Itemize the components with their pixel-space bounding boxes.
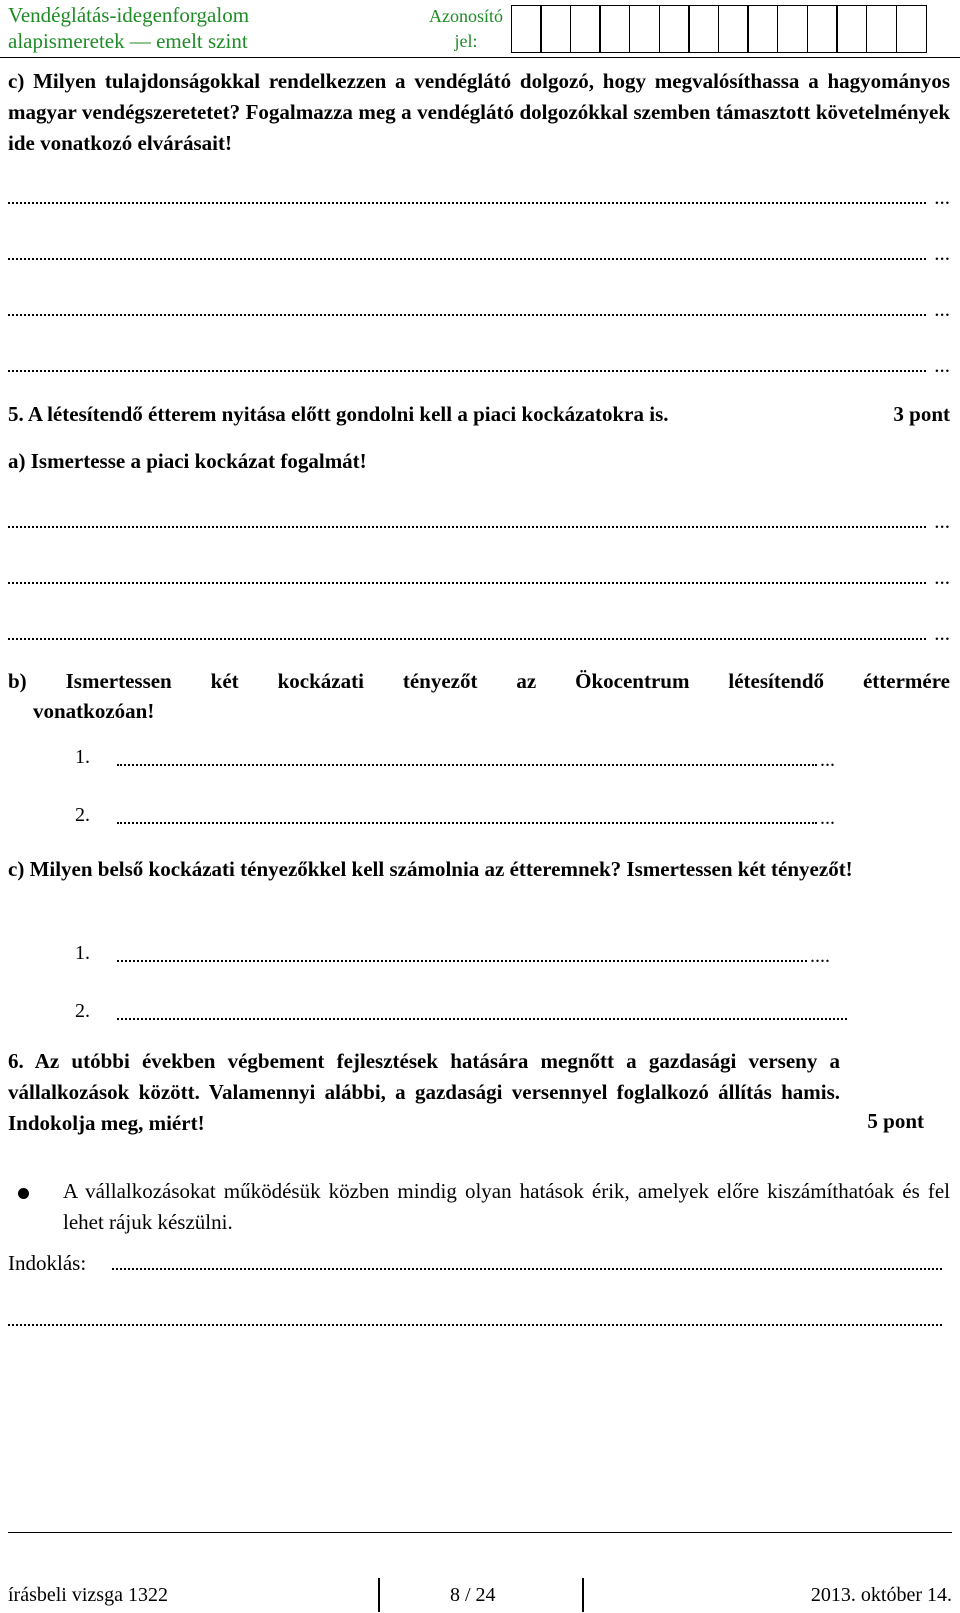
question-6-text: 6. Az utóbbi években végbement fejlesztések hatására megnőtt a gazdasági verseny a vállalkozások között. Valamennyi alábbi, a gazdasági versennyel foglalkozó állítás hamis. Indokolja meg, miért! xyxy=(8,1049,840,1135)
exam-subject-line2: alapismeretek — emelt szint xyxy=(8,29,248,53)
footer-divider xyxy=(8,1532,952,1533)
answer-line[interactable]: ... xyxy=(8,352,950,376)
reason-answer-line[interactable] xyxy=(8,1324,942,1326)
answer-line-b2[interactable]: 2. ... xyxy=(75,804,835,829)
reason-label: Indoklás: xyxy=(8,1251,87,1275)
id-box[interactable] xyxy=(807,5,838,53)
id-box[interactable] xyxy=(747,5,778,53)
footer-separator xyxy=(378,1578,380,1612)
answer-line[interactable]: ... xyxy=(8,184,950,208)
answer-line[interactable]: ... xyxy=(8,296,950,320)
question-5-points: 3 pont xyxy=(893,402,950,426)
question-5c-text: c) Milyen belső kockázati tényezőkkel kell számolnia az étteremnek? Ismertessen két tényezőt! xyxy=(8,857,853,881)
id-boxes xyxy=(512,5,927,53)
answer-line-b1[interactable]: 1. ... xyxy=(75,746,835,771)
answer-line[interactable]: ... xyxy=(8,564,950,588)
answer-line-c2[interactable]: 2. xyxy=(75,998,855,1026)
id-box[interactable] xyxy=(540,5,571,53)
footer-separator xyxy=(582,1578,584,1612)
id-box[interactable] xyxy=(836,5,867,53)
question-4c-text: c) Milyen tulajdonságokkal rendelkezzen a vendéglátó dolgozó, hogy megvalósíthassa a hagyományos magyar vendégszeretetet? Fogalmazza meg a vendéglátó dolgozókkal szemben támasztott követelmények ide vonatkozó elvárásait! xyxy=(8,69,950,155)
bullet-icon xyxy=(18,1188,29,1199)
footer-exam-code: írásbeli vizsga 1322 xyxy=(8,1584,168,1606)
id-label xyxy=(421,4,511,54)
id-label-line1: Azonosító xyxy=(429,6,503,26)
reason-answer-line[interactable] xyxy=(112,1268,942,1270)
id-box[interactable] xyxy=(688,5,719,53)
id-box[interactable] xyxy=(629,5,660,53)
question-5b-text-cont: vonatkozóan! xyxy=(33,699,155,723)
id-box[interactable] xyxy=(570,5,601,53)
exam-subject xyxy=(8,2,249,54)
statement-text: A vállalkozásokat működésük közben mindig olyan hatások érik, amelyek előre kiszámíthatóak és fel lehet rájuk készülni. xyxy=(63,1179,950,1234)
question-6-points: 5 pont xyxy=(857,1106,924,1137)
footer-date: 2013. október 14. xyxy=(810,1584,952,1606)
answer-line[interactable]: ... xyxy=(8,240,950,264)
id-box[interactable] xyxy=(896,5,927,53)
answer-line[interactable]: ... xyxy=(8,620,950,644)
page-number: 8 / 24 xyxy=(450,1584,496,1606)
answer-line-c1[interactable]: 1. .... xyxy=(75,942,830,967)
id-box[interactable] xyxy=(511,5,542,53)
id-box[interactable] xyxy=(777,5,808,53)
id-box[interactable] xyxy=(866,5,897,53)
answer-line[interactable]: ... xyxy=(8,508,950,532)
question-5-title xyxy=(8,399,950,430)
exam-subject-line1: Vendéglátás-idegenforgalom xyxy=(8,3,250,27)
question-5b-text: b) Ismertessen két kockázati tényezőt az Ökocentrum létesítendő éttermére xyxy=(8,669,950,693)
question-5-text: 5. A létesítendő étterem nyitása előtt gondolni kell a piaci kockázatokra is. xyxy=(8,402,669,426)
id-box[interactable] xyxy=(718,5,749,53)
question-5a-text: a) Ismertesse a piaci kockázat fogalmát! xyxy=(8,449,367,473)
id-box[interactable] xyxy=(659,5,690,53)
page-header xyxy=(0,0,960,58)
id-label-line2: jel: xyxy=(454,31,478,51)
id-box[interactable] xyxy=(599,5,630,53)
